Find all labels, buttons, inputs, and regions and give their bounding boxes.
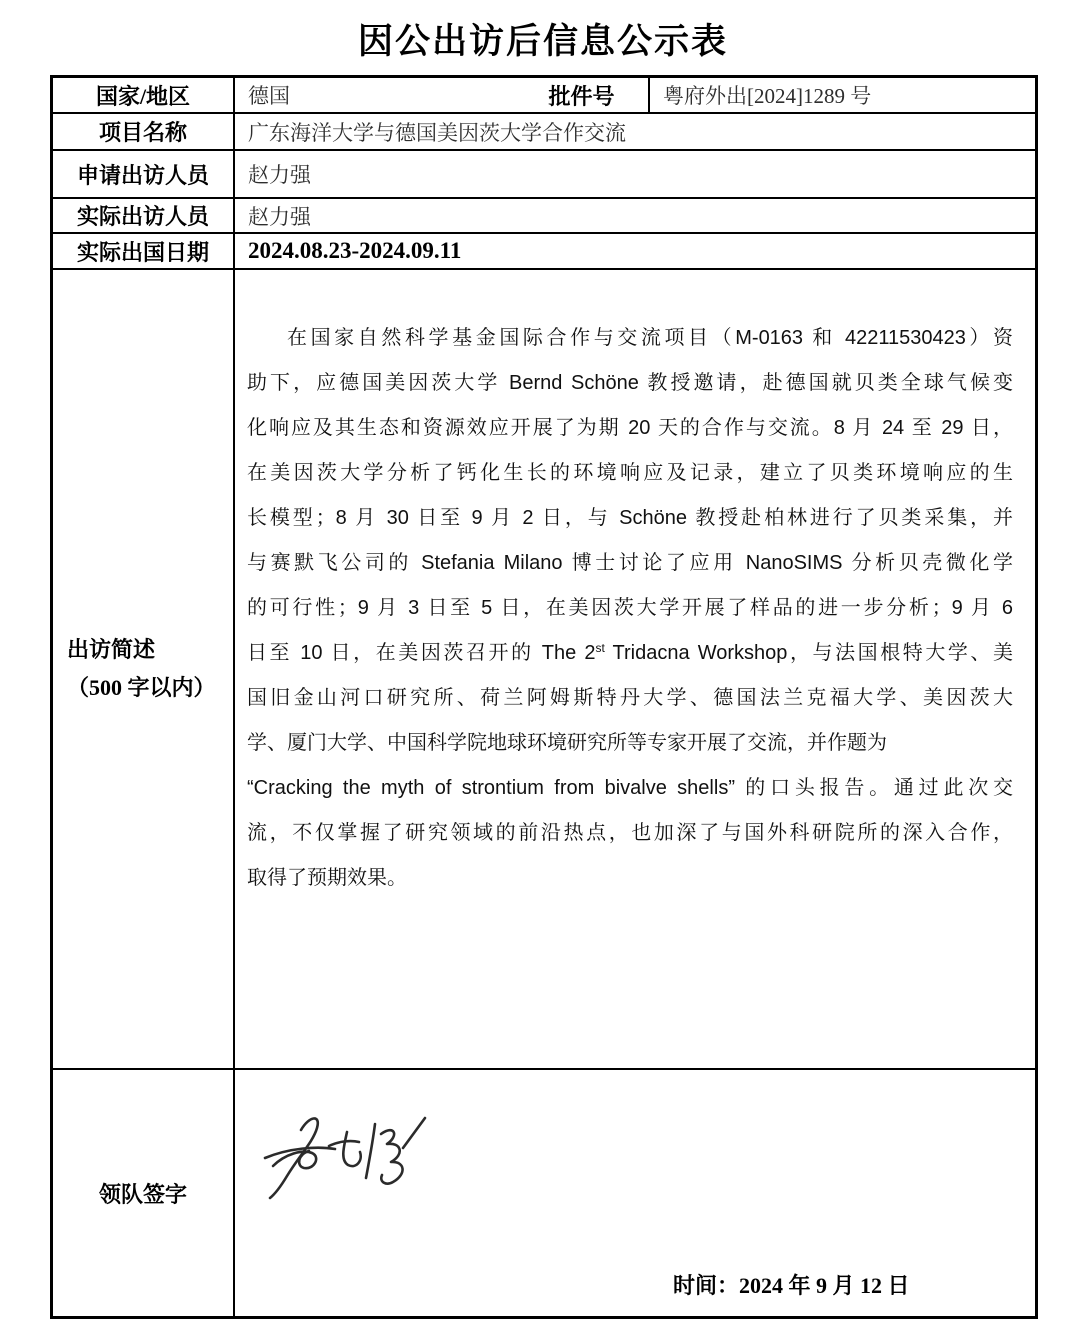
summary-line-8-pre: 日至 10 日，在美因茨召开的 The 2 xyxy=(247,642,596,664)
leader-signature-area xyxy=(235,1070,1035,1316)
publicity-form-table xyxy=(50,75,1038,1319)
approval-number-label: 批件号 xyxy=(515,78,650,112)
summary-line: 化响应及其生态和资源效应开展了为期 20 天的合作与交流。8 月 24 至 29 日， xyxy=(247,417,1013,439)
page-title: 因公出访后信息公示表 xyxy=(357,22,728,61)
handwritten-signature-icon xyxy=(257,1104,437,1204)
summary-line: 在美因茨大学分析了钙化生长的环境响应及记录，建立了贝类环境响应的生 xyxy=(247,462,1013,484)
summary-line: 长模型；8 月 30 日至 9 月 2 日，与 Schöne 教授赴柏林进行了贝类采集，并 xyxy=(247,507,1013,529)
applicant-label: 申请出访人员 xyxy=(53,151,235,197)
actual-person-value: 赵力强 xyxy=(248,204,311,229)
approval-number-value: 粤府外出[2024]1289 号 xyxy=(663,84,872,108)
summary-line: 流，不仅掌握了研究领域的前沿热点，也加深了与国外科研院所的深入合作， xyxy=(247,822,1013,844)
row-actual-person xyxy=(53,199,1035,234)
summary-line: 国旧金山河口研究所、荷兰阿姆斯特丹大学、德国法兰克福大学、美因茨大 xyxy=(247,687,1013,709)
summary-line: 与赛默飞公司的 Stefania Milano 博士讨论了应用 NanoSIMS 分析贝壳微化学 xyxy=(247,552,1013,574)
summary-line: 的可行性；9 月 3 日至 5 日，在美因茨大学开展了样品的进一步分析；9 月 6 xyxy=(247,597,1013,619)
project-name-value: 广东海洋大学与德国美因茨大学合作交流 xyxy=(248,120,626,145)
summary-line-8-post: Tridacna Workshop，与法国根特大学、美 xyxy=(604,642,1013,664)
applicant-value: 赵力强 xyxy=(248,163,311,187)
actual-person-label: 实际出访人员 xyxy=(53,199,235,232)
abroad-date-value: 2024.08.23-2024.09.11 xyxy=(248,238,462,263)
row-visit-summary xyxy=(53,270,1035,1070)
row-abroad-date xyxy=(53,234,1035,270)
summary-line-8-superscript: st xyxy=(595,641,605,655)
summary-line xyxy=(247,631,1013,676)
visit-summary-label-line2: （500 字以内） xyxy=(67,675,216,700)
visit-summary-label-line1: 出访简述 xyxy=(67,637,156,662)
country-label: 国家/地区 xyxy=(53,78,235,112)
visit-summary-label xyxy=(53,270,235,1068)
row-applicant xyxy=(53,151,1035,199)
visit-summary-text xyxy=(235,270,1035,1068)
row-country xyxy=(53,78,1035,114)
summary-line: 助下，应德国美因茨大学 Bernd Schöne 教授邀请，赴德国就贝类全球气候变 xyxy=(247,372,1013,394)
row-project-name xyxy=(53,114,1035,151)
summary-line: 取得了预期效果。 xyxy=(247,867,407,889)
summary-line: “Cracking the myth of strontium from bivalve shells” 的口头报告。通过此次交 xyxy=(247,777,1013,799)
project-name-label: 项目名称 xyxy=(53,114,235,149)
country-value: 德国 xyxy=(248,84,290,108)
leader-signature-label: 领队签字 xyxy=(53,1070,235,1316)
signature-date-text: 时间：2024 年 9 月 12 日 xyxy=(673,1273,910,1298)
summary-line: 学、厦门大学、中国科学院地球环境研究所等专家开展了交流，并作题为 xyxy=(247,732,887,754)
summary-line: 在国家自然科学基金国际合作与交流项目（M-0163 和 42211530423）资 xyxy=(287,327,1013,349)
abroad-date-label: 实际出国日期 xyxy=(53,234,235,268)
row-leader-signature xyxy=(53,1070,1035,1316)
